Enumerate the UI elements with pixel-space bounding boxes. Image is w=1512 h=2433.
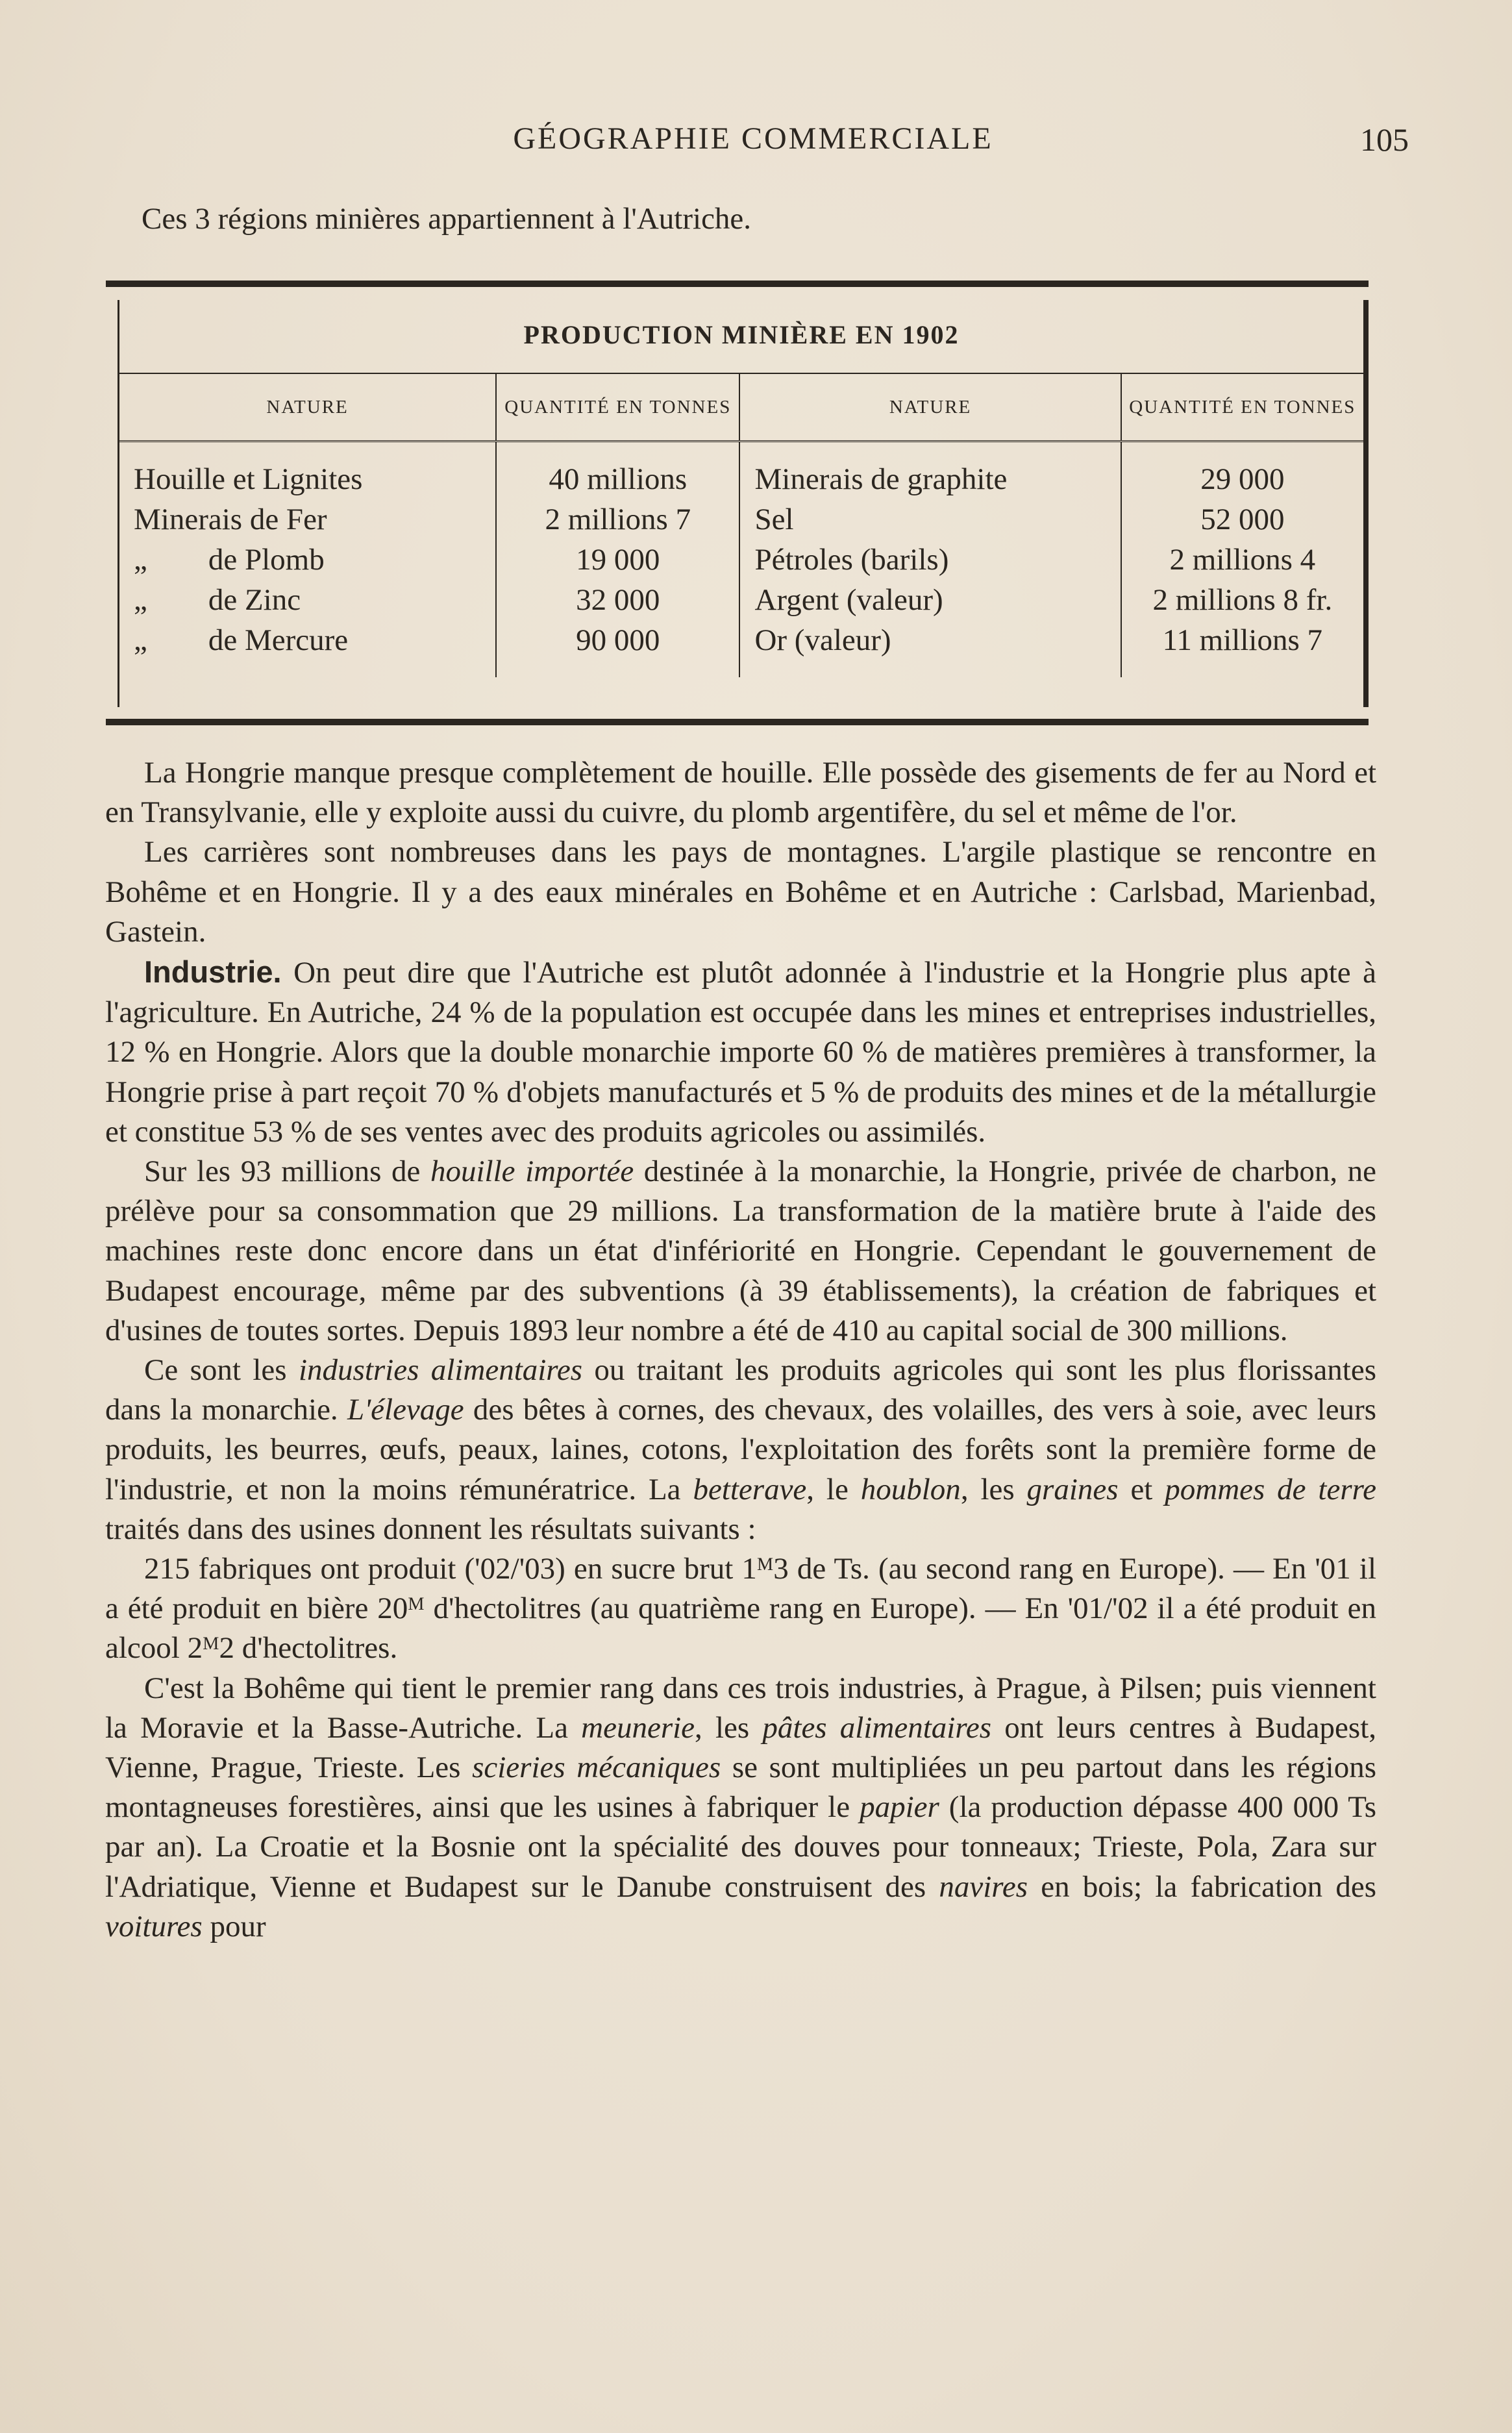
text-run: et (1130, 1472, 1153, 1506)
paragraph-industrie (105, 952, 1376, 1152)
text-run-italic: L'élevage (347, 1393, 464, 1427)
production-table-frame (106, 281, 1369, 725)
text-run-italic: scieries mécaniques (472, 1751, 721, 1785)
text-run: ou traitant les produits agricoles qui sont les plus florissantes dans la monarchie. (105, 1353, 1377, 1427)
text-run-italic: pommes de terre (1165, 1472, 1377, 1506)
table-cell: 29 000 (1200, 462, 1285, 496)
text-run-italic: navires (939, 1869, 1028, 1904)
table-cell: Argent (valeur) (739, 580, 1121, 620)
table-row (119, 620, 1363, 677)
text-run: Sur les 93 millions de (144, 1154, 421, 1189)
col-header-nature-2: NATURE (739, 373, 1121, 442)
text-run: , les (960, 1472, 1015, 1506)
text-run: des bêtes à cornes, des chevaux, des volailles, des vers à soie, avec leurs produits, les beurres, œufs, peaux, laines, cotons, l'exploitation des forêts sont la première forme de l'industrie, et non la moins rémunératrice. La (105, 1393, 1377, 1506)
table-row (119, 580, 1363, 620)
table-cell: 2 millions 4 (1169, 543, 1316, 577)
running-header (104, 116, 1409, 161)
text-run: , les (695, 1710, 750, 1745)
table-cell: Minerais de graphite (739, 442, 1121, 500)
table-cell: 40 millions (496, 442, 739, 500)
production-table-box (118, 300, 1369, 707)
text-run: pour (210, 1909, 266, 1943)
table-row (119, 540, 1363, 580)
text-run: traités dans des usines donnent les résultats suivants : (105, 1512, 756, 1546)
text-run-italic: industries alimentaires (298, 1353, 583, 1388)
intro-line: Ces 3 régions minières appartiennent à l'Autriche. (142, 202, 752, 236)
table-header-row (119, 373, 1363, 442)
section-heading-industrie: Industrie. (144, 954, 282, 990)
text-run-italic: pâtes alimentaires (762, 1710, 992, 1745)
text-run-italic: houblon (860, 1472, 961, 1506)
text-run: en bois; la fabrication des (1041, 1869, 1376, 1904)
col-header-nature-1: NATURE (119, 373, 496, 442)
text-run: se sont multipliées un peu partout dans les régions montagneuses forestières, ainsi que les usines à fabriquer le (105, 1751, 1377, 1825)
table-cell: 90 000 (496, 620, 739, 677)
col-header-quantity-2: QUANTITÉ EN TONNES (1121, 373, 1363, 442)
table-cell: „ de Plomb (119, 540, 496, 580)
text-run: C'est la Bohême qui tient le premier rang dans ces trois industries, à Prague, à Pilsen; puis viennent la Moravie et la Basse-Autriche. La (105, 1671, 1376, 1745)
table-cell: Sel (739, 499, 1121, 540)
table-cell: 19 000 (496, 540, 739, 580)
text-run-italic: meunerie (581, 1710, 695, 1745)
text-run-italic: houille importée (430, 1154, 634, 1189)
page-number: 105 (1360, 121, 1409, 158)
paragraph-alimentaires (105, 1351, 1376, 1549)
table-cell: Pétroles (barils) (739, 540, 1121, 580)
table-cell: 32 000 (496, 580, 739, 620)
running-title: GÉOGRAPHIE COMMERCIALE (513, 121, 993, 156)
table-cell: Or (valeur) (739, 620, 1121, 677)
table-caption: PRODUCTION MINIÈRE EN 1902 (523, 320, 960, 349)
text-run-italic: graines (1026, 1472, 1119, 1506)
text-run: (la production dépasse 400 000 Ts par an). La Croatie et la Bosnie ont la spécialité des douves pour tonneaux; Trieste, Pola, Zara sur l'Adriatique, Vienne et Budapest sur le Danube construisent des (105, 1790, 1377, 1904)
paragraph-production: 215 fabriques ont produit ('02/'03) en sucre brut 1ᴹ3 de Ts. (au second rang en Europe). — En '01 il a été produit en bière 20ᴹ d'hectolitres (au quatrième rang en Europe). — En '01/'02 il a été produit en alcool 2ᴹ2 d'hectolitres. (105, 1552, 1376, 1666)
text-run-italic: voitures (105, 1909, 203, 1943)
body-text (105, 753, 1376, 1947)
text-run: Ce sont les (144, 1353, 287, 1388)
text-run-italic: betterave (693, 1472, 807, 1506)
paragraph-carrieres: Les carrières sont nombreuses dans les pays de montagnes. L'argile plastique se rencontre en Bohême et en Hongrie. Il y a des eaux minérales en Bohême et en Autriche : Carlsbad, Marienbad, Gastein. (105, 835, 1376, 949)
text-run: , le (806, 1472, 849, 1506)
paragraph-houille (105, 1152, 1376, 1351)
paragraph-text: On peut dire que l'Autriche est plutôt adonnée à l'industrie et la Hongrie plus apte à l'agriculture. En Autriche, 24 % de la population est occupée dans les mines et entreprises industrielles, 12 % en Hongrie. Alors que la double monarchie importe 60 % de matières premières à transformer, la Hongrie prise à part reçoit 70 % d'objets manufacturés et 5 % de produits des mines et de la métallurgie et constitue 53 % de ses ventes avec des produits agricoles ou assimilés. (105, 956, 1377, 1149)
table-cell: 2 millions 8 fr. (1152, 583, 1333, 617)
paragraph-boheme (105, 1669, 1376, 1947)
table-row (119, 442, 1363, 500)
table-row (119, 499, 1363, 540)
table-cell: „ de Mercure (119, 620, 496, 677)
table-cell: 52 000 (1200, 503, 1285, 536)
table-cell: 11 millions 7 (1162, 623, 1322, 657)
col-header-quantity-1: QUANTITÉ EN TONNES (496, 373, 739, 442)
text-run: destinée à la monarchie, la Hongrie, privée de charbon, ne prélève pour sa consommation que 29 millions. La transformation de la matière brute à l'aide des machines reste donc encore dans un état d'infériorité en Hongrie. Cependant le gouvernement de Budapest encourage, même par des subventions (à 39 établissements), la création de fabriques et d'usines de toutes sortes. Depuis 1893 leur nombre a été de 410 au capital social de 300 millions. (105, 1154, 1377, 1347)
table-cell: 2 millions 7 (496, 499, 739, 540)
paragraph-hongrie: La Hongrie manque presque complètement de houille. Elle possède des gisements de fer au Nord et en Transylvanie, elle y exploite aussi du cuivre, du plomb argentifère, du sel et même de l'or. (105, 756, 1376, 830)
table-cell: „ de Zinc (119, 580, 496, 620)
text-run-italic: papier (860, 1790, 939, 1825)
text-run: ont leurs centres à Budapest, Vienne, Prague, Trieste. Les (105, 1710, 1376, 1785)
table-cell: Houille et Lignites (119, 442, 496, 500)
production-table (119, 373, 1363, 677)
table-cell: Minerais de Fer (119, 499, 496, 540)
